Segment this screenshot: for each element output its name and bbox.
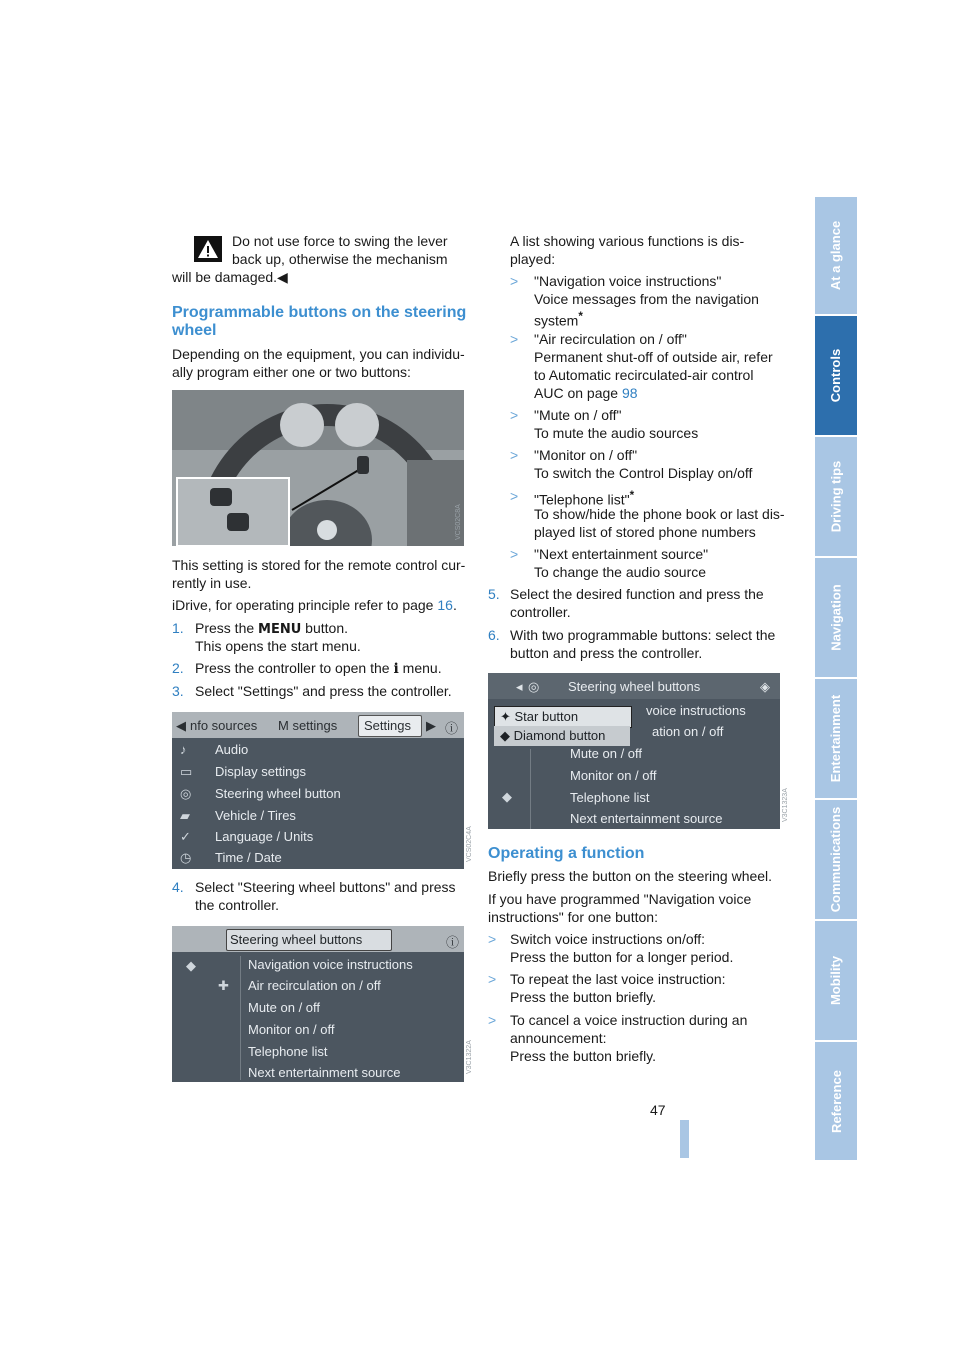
step-2-number: 2. [172,660,184,676]
step-6-number: 6. [488,627,500,643]
screen3-arrow-icon: ◂ [516,679,523,694]
option-diamond-button[interactable]: ◆ Diamond button [500,728,606,743]
menu-item-steering[interactable]: Steering wheel button [215,786,341,801]
step-6-text-2: button and press the controller. [510,645,703,661]
bullet-mute: > "Mute on / off" To mute the audio sources [510,407,699,441]
bullet-switch: > Switch voice instructions on/off: Press the button for a longer period. [488,931,734,965]
tab-navigation[interactable]: Navigation [815,558,857,677]
clock-icon: ◷ [180,850,192,865]
photo-code: VCS02C8A [455,504,462,540]
audio-icon: ♪ [180,742,187,757]
screen3-title: Steering wheel buttons [568,679,701,694]
warning-icon [194,236,222,262]
step-4-text-2: the controller. [195,897,280,913]
menu-item-vehicle[interactable]: Vehicle / Tires [215,808,296,823]
chapter-tabs [815,197,857,1160]
menu-item-display[interactable]: Display settings [215,764,307,779]
steering-buttons-screen [172,926,464,1082]
intro-text-1: Depending on the equipment, you can individu- [172,346,465,362]
language-icon: ✓ [180,829,191,844]
bullet-cancel: > To cancel a voice instruction during an announcement: Press the button briefly. [488,1012,748,1064]
tab-communications[interactable]: Communications [815,800,857,919]
page-number: 47 [650,1102,666,1118]
option-star-button[interactable]: ✦ Star button [500,709,579,724]
list-intro-2: played: [510,251,556,267]
menu-item-time[interactable]: Time / Date [215,850,282,865]
menu-item-language[interactable]: Language / Units [215,829,314,844]
footer-text: Online Edition for Part no. 01 41 0 014 958 - © 02/08 BMW AG [313,1124,647,1138]
optional-star: * [578,310,583,323]
screen2-title: Steering wheel buttons [230,932,363,947]
info-icon: i [393,661,399,677]
screen-tab-info-sources[interactable]: nfo sources [190,718,258,733]
screen-tab-m-settings[interactable]: M settings [278,718,338,733]
stored-text-2: rently in use. [172,575,252,591]
step-1-text: Press the MENU button. [195,620,348,637]
warning-text-2: back up, otherwise the mechanism [232,251,448,267]
display-icon: ▭ [180,764,193,779]
step-4-text-1: Select "Steering wheel buttons" and press [195,879,456,895]
screen3-diamond-icon: ◆ [502,789,512,804]
bullet-telephone: > "Telephone list"* To show/hide the phone book or last dis- played list of stored phone numbers [510,488,785,540]
operating-text: Briefly press the button on the steering wheel. [488,868,773,884]
screen2-info-icon: ⓘ [446,935,460,950]
page-link-98[interactable]: 98 [621,385,638,401]
steering-wheel-icon: ◎ [180,786,192,801]
intro-text-2: ally program either one or two buttons: [172,364,411,380]
screen3-item-next[interactable]: Next entertainment source [570,811,723,826]
screen3-item-air[interactable]: ation on / off [652,724,724,739]
screen1-code: VCS02C4A [466,826,473,862]
menu-item-audio[interactable]: Audio [215,742,249,757]
vehicle-icon: ▰ [180,808,190,823]
bullet-air: > "Air recirculation on / off" Permanent shut-off of outside air, refer to Automatic recirculated-air control AUC on page 98 [510,331,773,401]
step-1-number: 1. [172,620,184,636]
page-link-16[interactable]: 16 [437,597,453,613]
screen2-item-air[interactable]: Air recirculation on / off [248,978,381,993]
warning-text-3: will be damaged.◀ [172,269,288,285]
stored-text-1: This setting is stored for the remote control cur- [172,557,466,573]
settings-menu-screen [172,712,464,869]
screen3-info-icon: ◈ [760,679,770,694]
tab-entertainment[interactable]: Entertainment [815,679,857,798]
tab-mobility[interactable]: Mobility [815,921,857,1040]
optional-star-2: * [629,489,635,502]
step-1-text-2: This opens the start menu. [195,638,361,654]
list-intro-1: A list showing various functions is dis- [510,233,745,249]
screen2-item-monitor[interactable]: Monitor on / off [248,1022,335,1037]
button-assignment-screen [488,673,780,829]
screen-arrow-right-icon: ▶ [426,718,436,733]
operating-if-1: If you have programmed "Navigation voice [488,891,752,907]
tab-reference[interactable]: Reference [815,1042,857,1160]
step-3-text: Select "Settings" and press the controller. [195,683,452,699]
step-6-text-1: With two programmable buttons: select the [510,627,776,643]
screen3-item-mute[interactable]: Mute on / off [570,746,643,761]
screen2-divider [240,956,241,1080]
operating-if-2: instructions" for one button: [488,909,658,925]
tab-controls[interactable]: Controls [815,316,857,435]
screen3-steering-icon: ◎ [528,679,540,694]
bullet-next: > "Next entertainment source" To change the audio source [510,546,709,580]
bullet-repeat: > To repeat the last voice instruction: Press the button briefly. [488,971,726,1005]
screen-info-icon: ⓘ [445,721,459,736]
section-heading-2: wheel [172,322,217,339]
screen3-code: V3C1323A [782,788,789,822]
screen3-item-monitor[interactable]: Monitor on / off [570,768,657,783]
screen2-code: V3C1322A [466,1040,473,1074]
screen3-item-voice[interactable]: voice instructions [646,703,746,718]
screen-tab-settings[interactable]: Settings [364,718,411,733]
tab-at-a-glance[interactable]: At a glance [815,197,857,314]
section-heading-1: Programmable buttons on the steering [172,304,467,321]
screen-arrow-left-icon: ◀ [176,718,186,733]
screen3-item-telephone[interactable]: Telephone list [570,790,650,805]
bullet-monitor: > "Monitor on / off" To switch the Control Display on/off [510,447,753,481]
screen3-divider [530,749,531,829]
steering-wheel-photo [172,390,464,546]
step-5-number: 5. [488,586,500,602]
menu-button-label: MENU [258,622,302,637]
step-4-number: 4. [172,879,184,895]
step-2-text: Press the controller to open the i menu. [195,660,442,677]
star-icon: ✚ [218,978,229,993]
idrive-text: iDrive, for operating principle refer to page 16. [172,597,457,613]
step-5-text-2: controller. [510,604,571,620]
screen2-item-telephone[interactable]: Telephone list [248,1044,328,1059]
step-3-number: 3. [172,683,184,699]
screen2-item-mute[interactable]: Mute on / off [248,1000,321,1015]
diamond-icon: ◆ [186,958,196,973]
tab-driving-tips[interactable]: Driving tips [815,437,857,556]
bullet-nav: > "Navigation voice instructions" Voice messages from the navigation system* [510,273,759,329]
operating-heading: Operating a function [488,845,645,862]
screen2-item-nav[interactable]: Navigation voice instructions [248,957,413,972]
warning-text-1: Do not use force to swing the lever [232,233,448,249]
step-5-text-1: Select the desired function and press the [510,586,764,602]
screen2-item-next[interactable]: Next entertainment source [248,1065,401,1080]
